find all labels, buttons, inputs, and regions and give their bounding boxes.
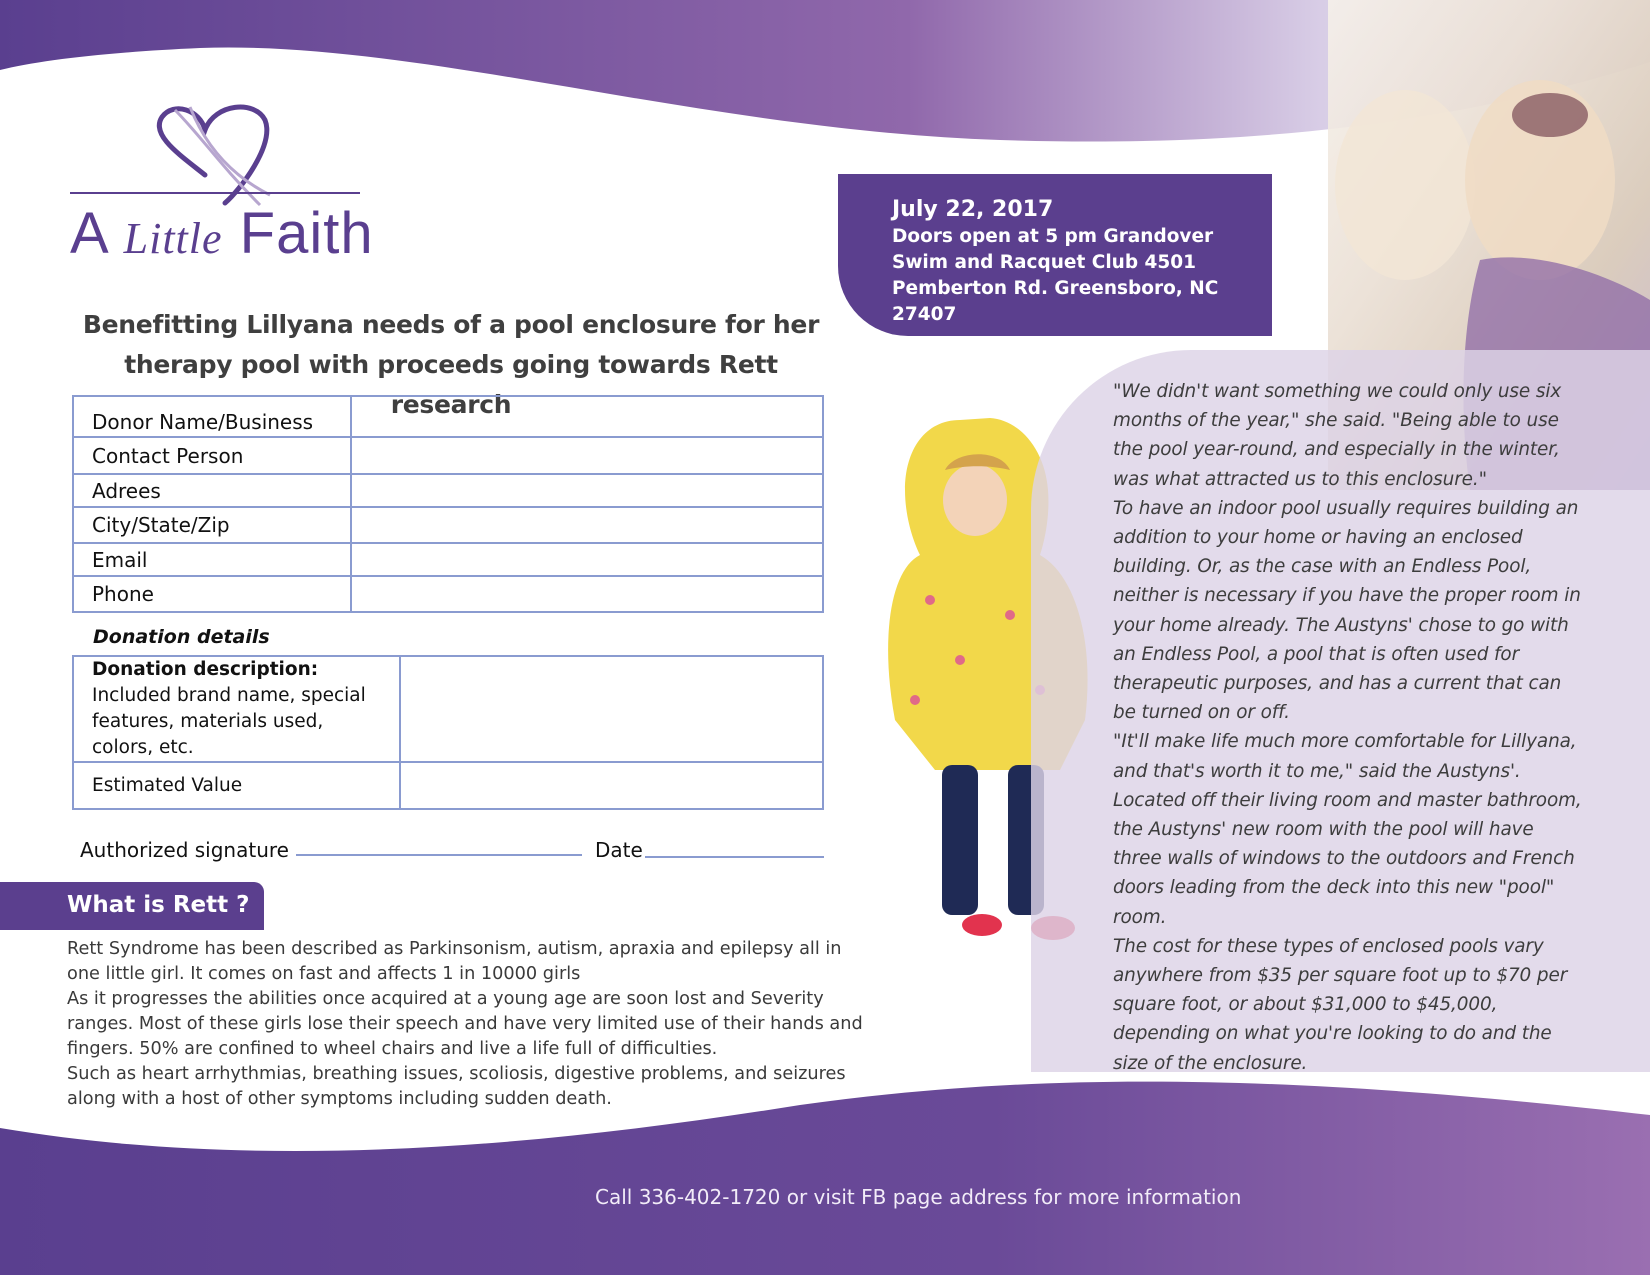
city-state-zip-label: City/State/Zip [73,507,351,543]
logo-word-faith: Faith [239,201,374,266]
what-is-rett-heading: What is Rett ? [0,882,264,930]
quote-paragraph: "We didn't want something we could only use six months of the year," she said. "Being able to use the pool year-round, and especially in the winter, was what attracted us to this enclosure." [1113,381,1562,490]
email-field[interactable] [351,543,823,576]
quote-paragraph: "It'll make life much more comfortable for Lillyana, and that's worth it to me," said the Austyns'. [1113,731,1577,782]
signature-line[interactable] [296,854,582,856]
phone-field[interactable] [351,576,823,612]
contact-person-label: Contact Person [73,437,351,474]
table-row [73,474,823,507]
estimated-value-field[interactable] [400,762,823,809]
donation-details-heading: Donation details [93,626,270,648]
event-info-box [838,174,1272,336]
rett-paragraph: Such as heart arrhythmias, breathing issues, scoliosis, digestive problems, and seizures along with a host of other symptoms including sudden death. [67,1064,846,1109]
rett-paragraph: Rett Syndrome has been described as Parkinsonism, autism, apraxia and epilepsy all in one little girl. It comes on fast and affects 1 in 10000 girls [67,939,842,984]
logo-wordmark [70,200,374,267]
donation-description-label: Donation description: [92,659,319,680]
footer-contact: Call 336-402-1720 or visit FB page address for more information [595,1185,1242,1209]
date-line[interactable] [645,856,824,858]
table-row [73,396,823,437]
donation-details-table [72,655,824,810]
quote-paragraph: To have an indoor pool usually requires building an addition to your home or having an enclosed building. Or, as the case with an Endless Pool, neither is necessary if you have the proper room in your home already. The Austyns' chose to go with an Endless Pool, a pool that is often used for therapeutic purposes, and has a current that can be turned on or off. [1113,497,1581,724]
donor-name-label: Donor Name/Business [73,396,351,437]
event-date: July 22, 2017 [892,197,1054,222]
donation-description-hint: Included brand name, special features, materials used, colors, etc. [92,685,366,758]
address-field[interactable] [351,474,823,507]
table-row [73,576,823,612]
phone-label: Phone [73,576,351,612]
table-row [73,543,823,576]
authorized-signature-label: Authorized signature [80,838,289,862]
donor-info-table [72,395,824,613]
logo-word-a: A [70,201,107,266]
benefit-headline: Benefitting Lillyana needs of a pool enclosure for her therapy pool with proceeds going towards Rett research [82,310,820,419]
address-label: Adrees [73,474,351,507]
city-state-zip-field[interactable] [351,507,823,543]
table-row [73,656,823,762]
donation-description-field[interactable] [400,656,823,762]
table-row [73,762,823,809]
donation-description-cell [73,656,400,762]
donor-name-field[interactable] [351,396,823,437]
rett-paragraph: As it progresses the abilities once acquired at a young age are soon lost and Severity ranges. Most of these girls lose their speech and have very limited use of their hands and fingers. 50% are confined to wheel chairs and live a life full of difficulties. [67,989,863,1059]
estimated-value-label: Estimated Value [73,762,400,809]
event-details: Doors open at 5 pm Grandover Swim and Racquet Club 4501 Pemberton Rd. Greensboro, NC 27407 [892,226,1219,325]
quote-paragraph: Located off their living room and master bathroom, the Austyns' new room with the pool will have three walls of windows to the outdoors and French doors leading from the deck into this new "pool" room. [1113,789,1582,928]
quote-paragraph: The cost for these types of enclosed pools vary anywhere from $35 per square foot up to $70 per square foot, or about $31,000 to $45,000, depending on what you're looking to do and the size of the enclosure. [1113,935,1568,1074]
table-row [73,507,823,543]
quote-text [1113,377,1583,1078]
rett-description [67,937,867,1112]
logo-word-little: Little [123,214,223,263]
contact-person-field[interactable] [351,437,823,474]
email-label: Email [73,543,351,576]
table-row [73,437,823,474]
date-label: Date [595,838,643,862]
